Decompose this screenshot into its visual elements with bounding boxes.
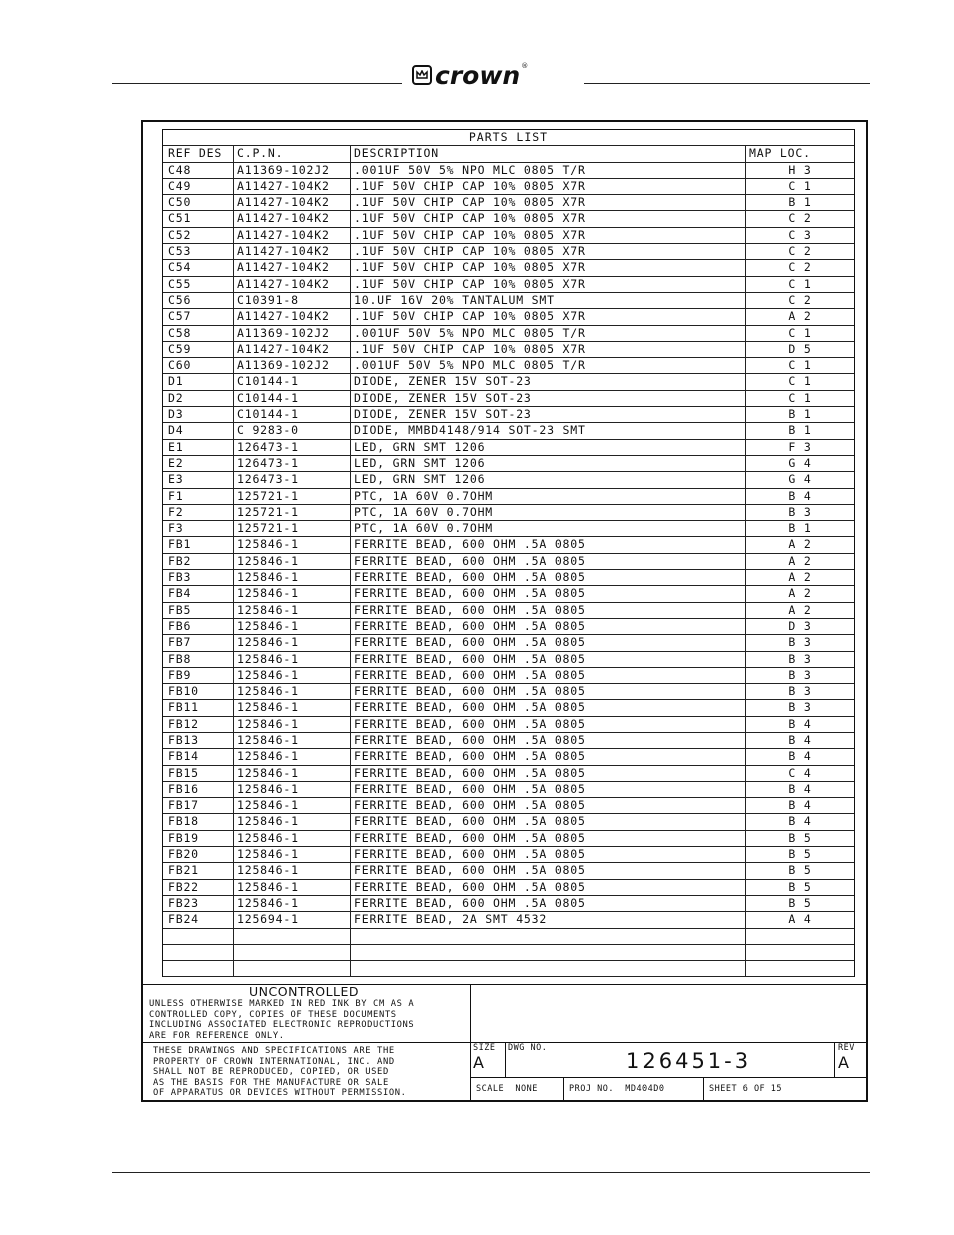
cell-map: G 4 — [788, 455, 812, 470]
cell-ref: E2 — [163, 456, 234, 471]
cell-ref: FB4 — [163, 586, 234, 601]
size-label: SIZE — [473, 1043, 496, 1053]
cell-ref: FB13 — [163, 733, 234, 748]
table-row — [163, 733, 854, 749]
cell-desc: FERRITE BEAD, 600 OHM .5A 0805 — [351, 570, 746, 585]
proj-value: MD404D0 — [625, 1084, 665, 1094]
col-header-desc: DESCRIPTION — [351, 146, 746, 161]
table-row — [163, 179, 854, 195]
dwg-cell — [506, 1043, 835, 1078]
cell-map: B 5 — [788, 895, 812, 910]
cell-ref: FB1 — [163, 537, 234, 552]
cell-map: G 4 — [788, 472, 812, 487]
cell-desc: FERRITE BEAD, 600 OHM .5A 0805 — [351, 635, 746, 650]
cell-desc: 10.UF 16V 20% TANTALUM SMT — [351, 293, 746, 308]
cell-desc: FERRITE BEAD, 600 OHM .5A 0805 — [351, 586, 746, 601]
cell-map: B 4 — [788, 781, 812, 796]
cell-map: C 1 — [788, 276, 812, 291]
property-line: OF APPARATUS OR DEVICES WITHOUT PERMISSION. — [153, 1088, 407, 1098]
blank-cell — [163, 961, 234, 976]
table-row — [163, 863, 854, 879]
table-row — [163, 521, 854, 537]
uncontrolled-title: UNCONTROLLED — [249, 984, 360, 999]
cell-ref: FB20 — [163, 847, 234, 862]
cell-desc: FERRITE BEAD, 600 OHM .5A 0805 — [351, 896, 746, 911]
table-row — [163, 782, 854, 798]
cell-map: B 4 — [788, 488, 812, 503]
table-row — [163, 652, 854, 668]
cell-map: C 2 — [788, 244, 812, 259]
cell-ref: FB11 — [163, 700, 234, 715]
property-line: AS THE BASIS FOR THE MANUFACTURE OR SALE — [153, 1077, 389, 1088]
cell-desc: DIODE, ZENER 15V SOT-23 — [351, 374, 746, 389]
cell-map: C 4 — [788, 765, 812, 780]
dwg-number: 126451-3 — [626, 1049, 752, 1073]
cell-desc: FERRITE BEAD, 600 OHM .5A 0805 — [351, 880, 746, 895]
cell-desc: .1UF 50V CHIP CAP 10% 0805 X7R — [351, 260, 746, 275]
table-row — [163, 619, 854, 635]
cell-map: B 5 — [788, 847, 812, 862]
blank-cell — [234, 961, 351, 976]
cell-ref: FB14 — [163, 749, 234, 764]
cell-cpn: A11427-104K2 — [234, 211, 351, 226]
cell-map: B 1 — [788, 407, 812, 422]
property-line: SHALL NOT BE REPRODUCED, COPIED, OR USED — [153, 1067, 389, 1077]
cell-desc: PTC, 1A 60V 0.7OHM — [351, 505, 746, 520]
cell-desc: .1UF 50V CHIP CAP 10% 0805 X7R — [351, 195, 746, 210]
cell-map: B 1 — [788, 423, 812, 438]
cell-ref: E3 — [163, 472, 234, 487]
cell-cpn: C10391-8 — [234, 293, 351, 308]
cell-cpn: 125846-1 — [234, 749, 351, 764]
cell-desc: FERRITE BEAD, 600 OHM .5A 0805 — [351, 798, 746, 813]
table-row — [163, 407, 854, 423]
cell-desc: FERRITE BEAD, 600 OHM .5A 0805 — [351, 814, 746, 829]
col-header-cpn: C.P.N. — [234, 146, 351, 161]
cell-map: B 4 — [788, 749, 812, 764]
table-row — [163, 912, 854, 928]
cell-desc: FERRITE BEAD, 600 OHM .5A 0805 — [351, 668, 746, 683]
cell-desc: DIODE, MMBD4148/914 SOT-23 SMT — [351, 423, 746, 438]
cell-cpn: C10144-1 — [234, 374, 351, 389]
proj-label: PROJ NO. — [569, 1084, 614, 1094]
cell-ref: E1 — [163, 440, 234, 455]
cell-cpn: A11427-104K2 — [234, 309, 351, 324]
cell-ref: FB23 — [163, 896, 234, 911]
registered-mark: ® — [521, 62, 529, 70]
cell-desc: FERRITE BEAD, 600 OHM .5A 0805 — [351, 652, 746, 667]
cell-cpn: 125721-1 — [234, 521, 351, 536]
table-row — [163, 684, 854, 700]
uncontrolled-line: CONTROLLED COPY, COPIES OF THESE DOCUMENTS — [149, 1009, 397, 1020]
cell-map: C 1 — [788, 374, 812, 389]
cell-cpn: A11369-102J2 — [234, 326, 351, 341]
cell-ref: F3 — [163, 521, 234, 536]
table-row — [163, 570, 854, 586]
cell-cpn: 125846-1 — [234, 717, 351, 732]
cell-cpn: 125846-1 — [234, 863, 351, 878]
cell-map: B 5 — [788, 879, 812, 894]
cell-cpn: A11369-102J2 — [234, 163, 351, 178]
blank-cell — [746, 961, 854, 976]
cell-ref: FB7 — [163, 635, 234, 650]
cell-ref: FB24 — [163, 912, 234, 927]
cell-cpn: 126473-1 — [234, 472, 351, 487]
table-row — [163, 896, 854, 912]
table-row — [163, 749, 854, 765]
scale-cell — [471, 1078, 564, 1101]
col-header-map: MAP LOC. — [749, 146, 811, 161]
cell-cpn: A11427-104K2 — [234, 195, 351, 210]
blank-cell — [234, 945, 351, 960]
cell-cpn: 125846-1 — [234, 896, 351, 911]
cell-desc: .1UF 50V CHIP CAP 10% 0805 X7R — [351, 211, 746, 226]
cell-ref: FB3 — [163, 570, 234, 585]
cell-cpn: 125846-1 — [234, 782, 351, 797]
cell-ref: FB16 — [163, 782, 234, 797]
uncontrolled-line: ARE FOR REFERENCE ONLY. — [149, 1030, 285, 1041]
cell-map: D 5 — [788, 341, 812, 356]
cell-map: A 2 — [788, 309, 812, 324]
cell-desc: FERRITE BEAD, 2A SMT 4532 — [351, 912, 746, 927]
cell-map: A 4 — [788, 912, 812, 927]
table-row — [163, 766, 854, 782]
cell-ref: C56 — [163, 293, 234, 308]
table-row — [163, 195, 854, 211]
table-row — [163, 293, 854, 309]
cell-cpn: A11427-104K2 — [234, 342, 351, 357]
blank-cell — [351, 961, 746, 976]
rev-cell — [835, 1043, 866, 1078]
cell-cpn: 125846-1 — [234, 619, 351, 634]
uncontrolled-notice — [143, 984, 471, 1042]
cell-ref: C57 — [163, 309, 234, 324]
cell-desc: DIODE, ZENER 15V SOT-23 — [351, 407, 746, 422]
cell-ref: FB9 — [163, 668, 234, 683]
table-row — [163, 244, 854, 260]
cell-map: A 2 — [788, 586, 812, 601]
cell-ref: FB19 — [163, 831, 234, 846]
cell-cpn: 125846-1 — [234, 733, 351, 748]
parts-list-header-row — [163, 146, 854, 162]
table-row-blank — [163, 961, 854, 977]
dwg-label: DWG NO. — [508, 1043, 548, 1053]
cell-map: C 1 — [788, 178, 812, 193]
cell-cpn: A11427-104K2 — [234, 228, 351, 243]
cell-cpn: 125846-1 — [234, 554, 351, 569]
cell-desc: FERRITE BEAD, 600 OHM .5A 0805 — [351, 847, 746, 862]
cell-cpn: 125846-1 — [234, 668, 351, 683]
parts-list-title: PARTS LIST — [163, 130, 854, 146]
cell-map: B 3 — [788, 635, 812, 650]
cell-ref: C60 — [163, 358, 234, 373]
size-cell — [471, 1043, 506, 1078]
scale-label: SCALE — [476, 1084, 505, 1094]
cell-cpn: 126473-1 — [234, 456, 351, 471]
cell-cpn: A11427-104K2 — [234, 260, 351, 275]
cell-desc: .1UF 50V CHIP CAP 10% 0805 X7R — [351, 228, 746, 243]
cell-cpn: 125846-1 — [234, 684, 351, 699]
table-row — [163, 472, 854, 488]
table-row — [163, 635, 854, 651]
table-row — [163, 537, 854, 553]
blank-cell — [351, 929, 746, 944]
table-row — [163, 700, 854, 716]
table-row — [163, 489, 854, 505]
table-row — [163, 326, 854, 342]
table-row — [163, 374, 854, 390]
header-rule-left — [112, 83, 402, 84]
cell-cpn: 125694-1 — [234, 912, 351, 927]
cell-desc: FERRITE BEAD, 600 OHM .5A 0805 — [351, 537, 746, 552]
cell-map: C 2 — [788, 260, 812, 275]
blank-cell — [163, 945, 234, 960]
cell-ref: C58 — [163, 326, 234, 341]
cell-desc: FERRITE BEAD, 600 OHM .5A 0805 — [351, 766, 746, 781]
cell-map: A 2 — [788, 537, 812, 552]
cell-desc: FERRITE BEAD, 600 OHM .5A 0805 — [351, 603, 746, 618]
rev-value: A — [838, 1053, 850, 1072]
cell-cpn: 125846-1 — [234, 766, 351, 781]
cell-ref: D2 — [163, 391, 234, 406]
property-line: PROPERTY OF CROWN INTERNATIONAL, INC. AND — [153, 1056, 395, 1067]
cell-ref: FB10 — [163, 684, 234, 699]
cell-cpn: 125721-1 — [234, 505, 351, 520]
table-row — [163, 603, 854, 619]
cell-map: B 4 — [788, 716, 812, 731]
col-header-ref: REF DES — [163, 146, 234, 161]
cell-desc: FERRITE BEAD, 600 OHM .5A 0805 — [351, 717, 746, 732]
cell-map: B 5 — [788, 863, 812, 878]
cell-cpn: 125846-1 — [234, 814, 351, 829]
cell-desc: .001UF 50V 5% NPO MLC 0805 T/R — [351, 358, 746, 373]
uncontrolled-line: UNLESS OTHERWISE MARKED IN RED INK BY CM AS A — [149, 999, 415, 1009]
scale-value: NONE — [515, 1084, 538, 1094]
cell-cpn: 125846-1 — [234, 652, 351, 667]
cell-cpn: A11369-102J2 — [234, 358, 351, 373]
table-row — [163, 798, 854, 814]
blank-cell — [234, 929, 351, 944]
cell-cpn: 125846-1 — [234, 635, 351, 650]
cell-map: D 3 — [788, 618, 812, 633]
cell-map: B 4 — [788, 732, 812, 747]
header-rule-right — [584, 83, 870, 84]
cell-map: B 3 — [788, 651, 812, 666]
cell-ref: FB21 — [163, 863, 234, 878]
cell-ref: FB18 — [163, 814, 234, 829]
sheet-cell: SHEET 6 OF 15 — [709, 1084, 783, 1094]
cell-cpn: 125846-1 — [234, 570, 351, 585]
uncontrolled-line: INCLUDING ASSOCIATED ELECTRONIC REPRODUCTIONS — [149, 1020, 415, 1030]
cell-map: A 2 — [788, 570, 812, 585]
parts-list-table — [162, 129, 855, 977]
cell-map: C 2 — [788, 292, 812, 307]
cell-ref: C52 — [163, 228, 234, 243]
proj-cell — [564, 1078, 704, 1101]
table-row — [163, 309, 854, 325]
cell-desc: PTC, 1A 60V 0.7OHM — [351, 489, 746, 504]
cell-map: A 2 — [788, 602, 812, 617]
cell-cpn: 125846-1 — [234, 880, 351, 895]
property-notice — [143, 1042, 471, 1100]
cell-map: C 1 — [788, 325, 812, 340]
blank-cell — [351, 945, 746, 960]
cell-cpn: 125846-1 — [234, 586, 351, 601]
footer-rule — [112, 1172, 870, 1173]
crown-emblem-icon — [412, 65, 432, 85]
cell-map: B 4 — [788, 814, 812, 829]
cell-cpn: 125846-1 — [234, 847, 351, 862]
table-row — [163, 554, 854, 570]
cell-ref: C54 — [163, 260, 234, 275]
cell-desc: .1UF 50V CHIP CAP 10% 0805 X7R — [351, 342, 746, 357]
cell-ref: D3 — [163, 407, 234, 422]
cell-ref: F1 — [163, 489, 234, 504]
cell-desc: FERRITE BEAD, 600 OHM .5A 0805 — [351, 782, 746, 797]
cell-desc: LED, GRN SMT 1206 — [351, 472, 746, 487]
cell-cpn: C10144-1 — [234, 391, 351, 406]
cell-map: C 1 — [788, 390, 812, 405]
cell-ref: C53 — [163, 244, 234, 259]
cell-desc: DIODE, ZENER 15V SOT-23 — [351, 391, 746, 406]
cell-map: C 3 — [788, 227, 812, 242]
cell-cpn: A11427-104K2 — [234, 179, 351, 194]
table-row — [163, 423, 854, 439]
cell-desc: .1UF 50V CHIP CAP 10% 0805 X7R — [351, 277, 746, 292]
blank-cell — [746, 929, 854, 944]
table-row — [163, 814, 854, 830]
cell-map: B 1 — [788, 195, 812, 210]
table-row — [163, 228, 854, 244]
cell-ref: D4 — [163, 423, 234, 438]
table-row-blank — [163, 945, 854, 961]
size-value: A — [473, 1053, 485, 1072]
cell-desc: LED, GRN SMT 1206 — [351, 456, 746, 471]
table-row — [163, 342, 854, 358]
cell-map: B 3 — [788, 504, 812, 519]
cell-map: F 3 — [788, 439, 812, 454]
cell-ref: FB5 — [163, 603, 234, 618]
cell-ref: C59 — [163, 342, 234, 357]
cell-ref: FB17 — [163, 798, 234, 813]
cell-desc: .1UF 50V CHIP CAP 10% 0805 X7R — [351, 309, 746, 324]
table-row — [163, 277, 854, 293]
cell-map: B 5 — [788, 830, 812, 845]
cell-ref: F2 — [163, 505, 234, 520]
table-row — [163, 358, 854, 374]
cell-ref: FB6 — [163, 619, 234, 634]
table-row — [163, 505, 854, 521]
blank-cell — [746, 945, 854, 960]
cell-map: B 3 — [788, 700, 812, 715]
table-row — [163, 260, 854, 276]
table-row — [163, 391, 854, 407]
rev-label: REV — [838, 1043, 855, 1053]
cell-cpn: A11427-104K2 — [234, 244, 351, 259]
table-row — [163, 163, 854, 179]
cell-cpn: 125846-1 — [234, 831, 351, 846]
cell-cpn: C 9283-0 — [234, 423, 351, 438]
cell-ref: FB8 — [163, 652, 234, 667]
cell-cpn: C10144-1 — [234, 407, 351, 422]
table-row — [163, 586, 854, 602]
cell-ref: C48 — [163, 163, 234, 178]
cell-cpn: 125721-1 — [234, 489, 351, 504]
cell-desc: PTC, 1A 60V 0.7OHM — [351, 521, 746, 536]
cell-desc: FERRITE BEAD, 600 OHM .5A 0805 — [351, 684, 746, 699]
cell-map: B 4 — [788, 798, 812, 813]
cell-ref: C49 — [163, 179, 234, 194]
cell-desc: .1UF 50V CHIP CAP 10% 0805 X7R — [351, 179, 746, 194]
table-row-blank — [163, 929, 854, 945]
cell-cpn: 125846-1 — [234, 798, 351, 813]
table-row — [163, 668, 854, 684]
cell-map: A 2 — [788, 553, 812, 568]
cell-ref: C51 — [163, 211, 234, 226]
uncontrolled-body — [143, 999, 470, 1041]
cell-desc: FERRITE BEAD, 600 OHM .5A 0805 — [351, 700, 746, 715]
cell-cpn: 125846-1 — [234, 603, 351, 618]
cell-map: C 2 — [788, 211, 812, 226]
cell-map: B 3 — [788, 667, 812, 682]
cell-map: B 1 — [788, 521, 812, 536]
cell-desc: FERRITE BEAD, 600 OHM .5A 0805 — [351, 733, 746, 748]
cell-ref: D1 — [163, 374, 234, 389]
cell-map: H 3 — [788, 162, 812, 177]
cell-desc: .1UF 50V CHIP CAP 10% 0805 X7R — [351, 244, 746, 259]
cell-map: C 1 — [788, 358, 812, 373]
cell-ref: FB2 — [163, 554, 234, 569]
table-row — [163, 440, 854, 456]
title-block-right — [471, 1042, 866, 1100]
cell-cpn: 125846-1 — [234, 700, 351, 715]
table-row — [163, 456, 854, 472]
table-row — [163, 831, 854, 847]
cell-desc: FERRITE BEAD, 600 OHM .5A 0805 — [351, 554, 746, 569]
cell-desc: LED, GRN SMT 1206 — [351, 440, 746, 455]
cell-cpn: A11427-104K2 — [234, 277, 351, 292]
cell-desc: FERRITE BEAD, 600 OHM .5A 0805 — [351, 749, 746, 764]
cell-ref: FB12 — [163, 717, 234, 732]
cell-desc: .001UF 50V 5% NPO MLC 0805 T/R — [351, 163, 746, 178]
blank-cell — [163, 929, 234, 944]
cell-ref: C55 — [163, 277, 234, 292]
cell-ref: C50 — [163, 195, 234, 210]
cell-cpn: 126473-1 — [234, 440, 351, 455]
property-line: THESE DRAWINGS AND SPECIFICATIONS ARE THE — [153, 1046, 395, 1056]
cell-ref: FB15 — [163, 766, 234, 781]
brand-name: crown — [435, 60, 521, 90]
cell-cpn: 125846-1 — [234, 537, 351, 552]
table-row — [163, 717, 854, 733]
table-row — [163, 847, 854, 863]
cell-desc: FERRITE BEAD, 600 OHM .5A 0805 — [351, 619, 746, 634]
cell-desc: .001UF 50V 5% NPO MLC 0805 T/R — [351, 326, 746, 341]
cell-map: B 3 — [788, 684, 812, 699]
parts-list-body — [163, 163, 854, 978]
cell-desc: FERRITE BEAD, 600 OHM .5A 0805 — [351, 863, 746, 878]
crown-logo — [412, 62, 582, 88]
table-row — [163, 211, 854, 227]
table-row — [163, 880, 854, 896]
cell-desc: FERRITE BEAD, 600 OHM .5A 0805 — [351, 831, 746, 846]
cell-ref: FB22 — [163, 880, 234, 895]
